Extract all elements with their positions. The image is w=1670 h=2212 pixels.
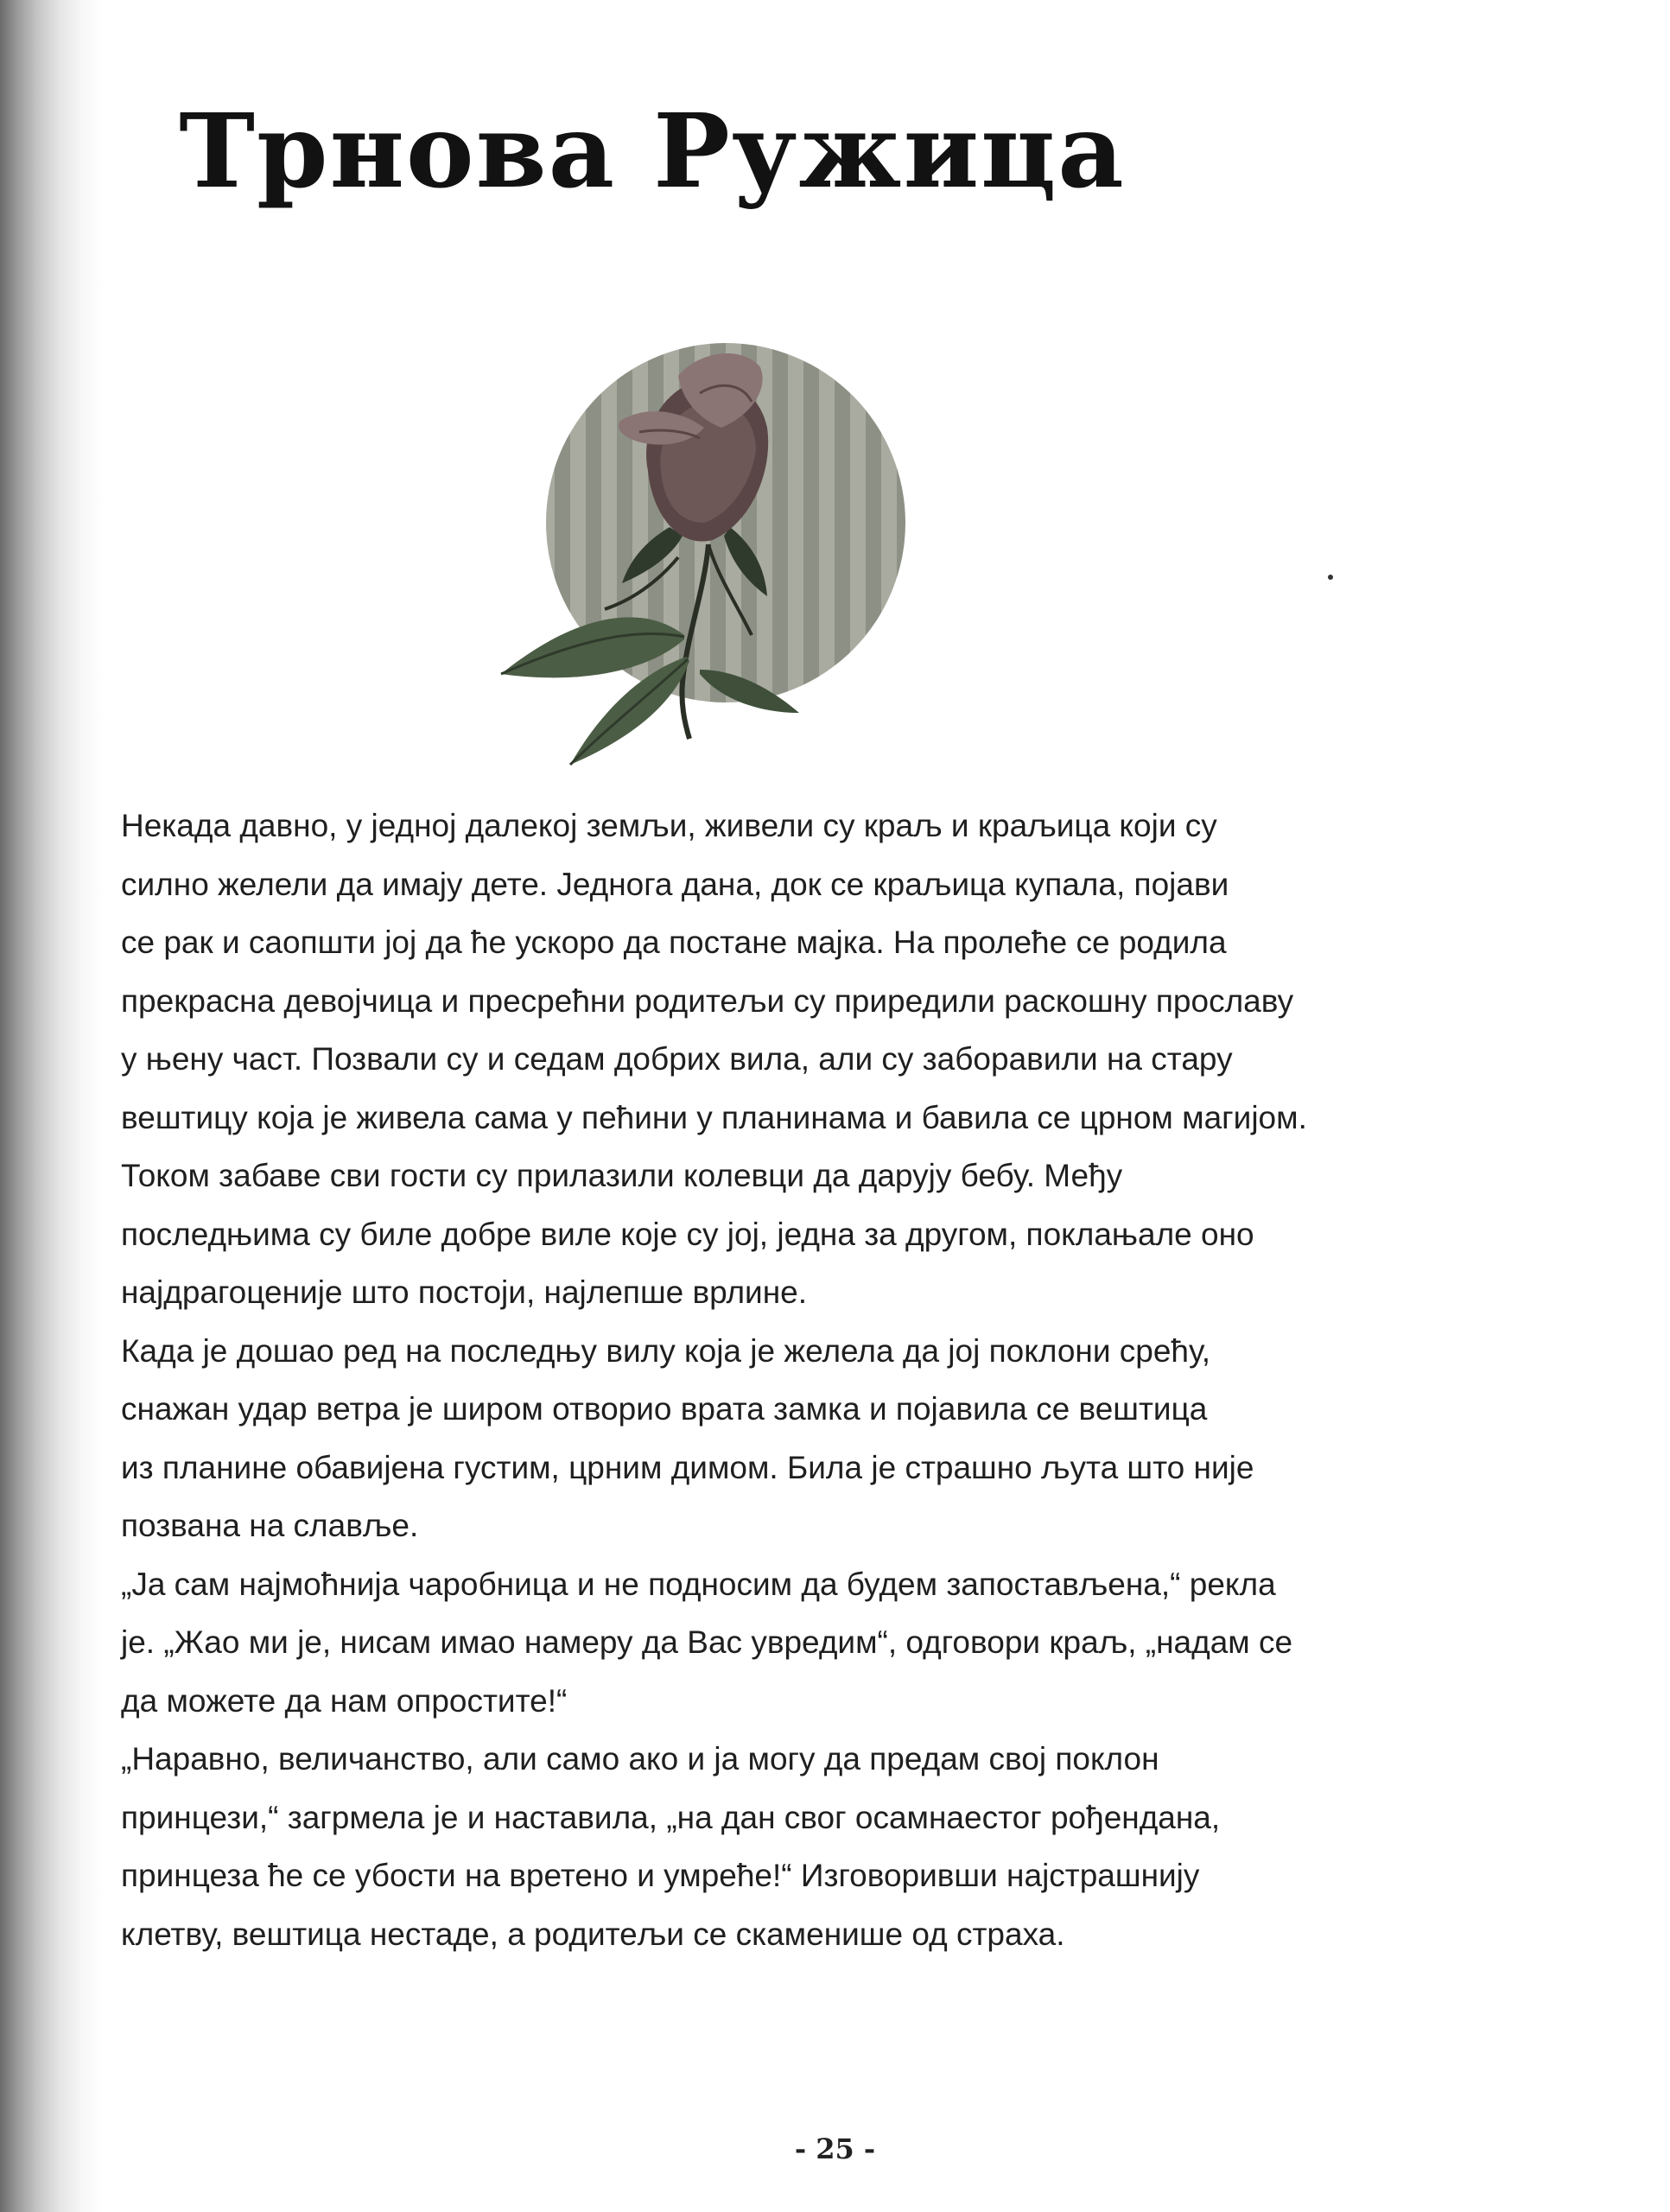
paragraph (69, 1147, 1339, 1322)
text-line: је. „Жао ми је, нисам имао намеру да Вас увредим“, одговори краљ, „надам се (121, 1624, 1293, 1660)
scan-speck (1328, 575, 1333, 580)
text-line: у њену част. Позвали су и седам добрих вила, али су заборавили на стару (121, 1041, 1233, 1077)
text-line: силно желели да имају дете. Једнога дана, док се краљица купала, појави (121, 866, 1229, 902)
text-line: последњима су биле добре виле које су јој, једна за другом, поклањале оно (121, 1216, 1254, 1252)
text-line: „Наравно, величанство, али само ако и ја могу да предам свој поклон (121, 1741, 1159, 1777)
text-line: принцези,“ загрмела је и наставила, „на дан свог осамнаестог рођендана, (121, 1799, 1221, 1835)
text-line: Током забаве сви гости су прилазили колевци да дарују бебу. Међу (121, 1158, 1123, 1193)
text-line: из планине обавијена густим, црним димом. Била је страшно љута што није (121, 1449, 1254, 1485)
text-line: Некада давно, у једној далекој земљи, живели су краљ и краљица који су (121, 808, 1217, 843)
text-line: клетву, вештица нестаде, а родитељи се скаменише од страха. (121, 1916, 1065, 1952)
text-line: Када је дошао ред на последњу вилу која је желела да јој поклони срећу, (121, 1332, 1211, 1369)
rose-illustration (492, 341, 963, 773)
text-line: принцеза ће се убости на вретено и умреће!“ Изговоривши најстрашнију (121, 1858, 1200, 1893)
text-line: се рак и саопшти јој да ће ускоро да постане мајка. На пролеће се родила (121, 925, 1227, 960)
text-line: „Ја сам најмоћнија чаробница и не подносим да будем запостављена,“ рекла (121, 1566, 1276, 1602)
text-line: снажан удар ветра је широм отворио врата замка и појавила се вештица (121, 1391, 1208, 1427)
story-text (69, 797, 1339, 1963)
text-line: позвана на славље. (121, 1508, 419, 1543)
text-line: да можете да нам опростите!“ (121, 1682, 568, 1719)
page-title: Трнова Ружица (179, 91, 1126, 211)
text-line: најдрагоценије што постоји, најлепше врлине. (121, 1274, 808, 1310)
rose-illustration-icon (492, 341, 963, 773)
text-line: вештицу која је живела сама у пећини у планинама и бавила се црном магијом. (121, 1099, 1307, 1135)
paragraph (69, 1322, 1339, 1555)
paragraph (69, 1730, 1339, 1963)
text-line: прекрасна девојчица и пресрећни родитељи су приредили раскошну прославу (121, 982, 1294, 1019)
paragraph (69, 1555, 1339, 1731)
paragraph (69, 797, 1339, 1147)
page-number: - 25 - (794, 2133, 876, 2165)
